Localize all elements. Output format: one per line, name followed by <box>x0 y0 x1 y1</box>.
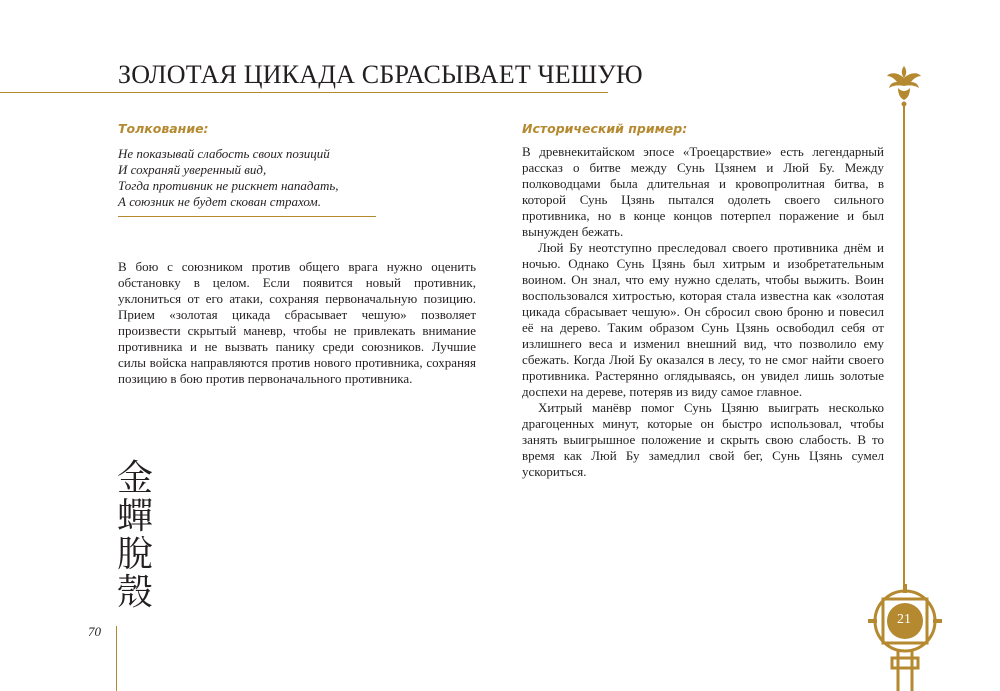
history-body <box>522 144 884 480</box>
interpretation-verse <box>118 146 380 210</box>
hanzi-char: 殼 <box>116 572 153 613</box>
hanzi-char: 金 <box>116 458 153 499</box>
title-underline <box>0 92 608 93</box>
left-page-number: 70 <box>88 624 101 639</box>
history-paragraph: Люй Бу неотступно преследовал своего противника днём и ночью. Однако Сунь Цзянь был хитрым и изобретательным воином. Он знал, что ему нужно сделать, чтобы выжить. Воин воспользовался хитростью, которая стала известна как «золотая цикада сбрасывает чешую». Он сбросил свою броню и повесил её на дерево. Таким образом Сунь Цзянь освободил себя от излишнего веса и изменил внешний вид, что позволило ему сбежать. Когда Люй Бу оказался в лесу, то не смог найти своего противника. Растерянно оглядываясь, он увидел лишь золотые доспехи на дереве, потеряв из виду самое главное. <box>522 240 884 399</box>
right-page-number: 21 <box>897 612 911 627</box>
gold-medallion-icon <box>868 584 942 691</box>
page-title: ЗОЛОТАЯ ЦИКАДА СБРАСЫВАЕТ ЧЕШУЮ <box>118 60 643 89</box>
right-gold-line <box>903 104 905 584</box>
history-paragraph: В древнекитайском эпосе «Троецарствие» есть легендарный рассказ о битве между Сунь Цзянем и Люй Бу. Между полководцами была длительная и кровопролитная битва, в которой Сунь Цзянь пытался одолеть своего сильного противника, но в конце концов потерпел поражение и был вынужден бежать. <box>522 144 884 239</box>
verse-line: И сохраняй уверенный вид, <box>118 162 267 177</box>
verse-underline <box>118 216 376 217</box>
interpretation-label: Толкование: <box>118 121 209 136</box>
interpretation-body: В бою с союзником против общего врага нужно оценить обстановку в целом. Если появится новый противник, уклониться от его атаки, сохраняя первоначальную позицию. Прием «золотая цикада сбрасывает чешую» позволяет произвести скрытый маневр, чтобы не привлекать внимание противника и не вызвать панику среди союзников. Лучшие силы войска направляются против нового противника, сохраняя позицию в бою против первоначального противника. <box>118 259 476 386</box>
left-gold-line <box>116 626 117 691</box>
gold-lotus-ornament-icon <box>884 64 924 108</box>
history-label: Исторический пример: <box>522 121 688 136</box>
verse-line: Не показывай слабость своих позиций <box>118 146 330 161</box>
hanzi-char: 蟬 <box>116 496 153 537</box>
verse-line: Тогда противник не рискнет нападать, <box>118 178 339 193</box>
hanzi-char: 脫 <box>116 534 153 575</box>
verse-line: А союзник не будет скован страхом. <box>118 194 321 209</box>
chinese-characters <box>113 460 157 612</box>
history-paragraph: Хитрый манёвр помог Сунь Цзяню выиграть несколько драгоценных минут, которые он быстро использовал, чтобы занять выигрышное положение и скрыть свою слабость. В то время как Люй Бу замедлил свой бег, Сунь Цзянь сумел ускориться. <box>522 400 884 479</box>
